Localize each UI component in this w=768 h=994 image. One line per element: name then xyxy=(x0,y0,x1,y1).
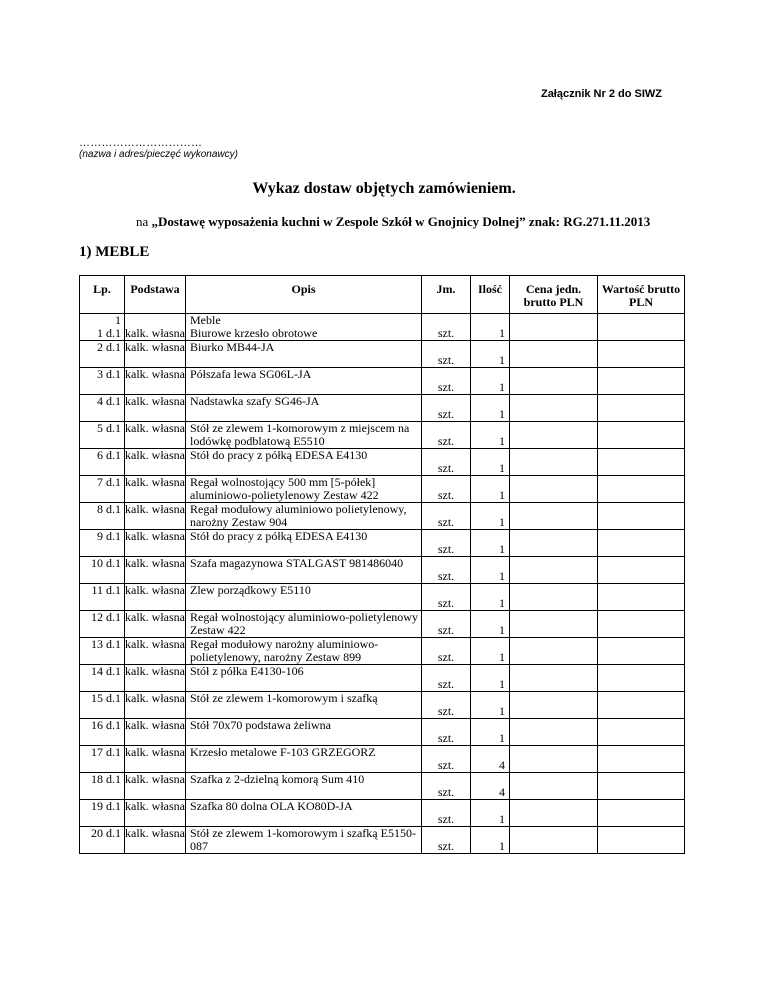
row-wartosc-input[interactable] xyxy=(598,557,685,584)
subtitle-subject: „Dostawę wyposażenia kuchni w Zespole Szkół w Gnojnicy Dolnej” znak: RG.271.11.2013 xyxy=(151,214,651,229)
row-podstawa xyxy=(125,314,186,341)
row-podstawa: kalk. własna xyxy=(125,341,186,368)
row-podstawa: kalk. własna xyxy=(125,530,186,557)
row-podstawa: kalk. własna xyxy=(125,584,186,611)
row-ilosc: 1 xyxy=(471,530,510,557)
row-cena-input[interactable] xyxy=(510,368,598,395)
row-wartosc-input[interactable] xyxy=(598,800,685,827)
row-wartosc-input[interactable] xyxy=(598,638,685,665)
row-podstawa-text: kalk. własna xyxy=(125,326,185,340)
row-jm: szt. xyxy=(422,719,471,746)
signature-dots: …………………………… xyxy=(79,137,203,149)
table-row xyxy=(80,611,685,638)
row-cena-input[interactable] xyxy=(510,395,598,422)
row-opis: Nadstawka szafy SG46-JA xyxy=(186,395,422,422)
row-opis: Biurowe krzesło obrotowe xyxy=(190,326,318,340)
row-cena-input[interactable] xyxy=(510,773,598,800)
subtitle-prefix: na xyxy=(136,214,152,229)
row-opis: Szafka 80 dolna OLA KO80D-JA xyxy=(186,800,422,827)
table-row xyxy=(80,692,685,719)
row-podstawa: kalk. własna xyxy=(125,638,186,665)
row-wartosc-input[interactable] xyxy=(598,314,685,341)
row-lp: 2 d.1 xyxy=(80,341,125,368)
row-cena-input[interactable] xyxy=(510,449,598,476)
row-opis: Szafka z 2-dzielną komorą Sum 410 xyxy=(186,773,422,800)
header-jm: Jm. xyxy=(422,276,471,314)
row-podstawa: kalk. własna xyxy=(125,557,186,584)
header-ilosc: Ilość xyxy=(471,276,510,314)
row-ilosc: 1 xyxy=(471,449,510,476)
row-opis: Stół ze zlewem 1-komorowym z miejscem na lodówkę podblatową E5510 xyxy=(186,422,422,449)
row-cena-input[interactable] xyxy=(510,503,598,530)
row-cena-input[interactable] xyxy=(510,827,598,854)
row-ilosc: 1 xyxy=(471,503,510,530)
row-podstawa: kalk. własna xyxy=(125,719,186,746)
row-lp: 3 d.1 xyxy=(80,368,125,395)
table-row xyxy=(80,530,685,557)
row-cena-input[interactable] xyxy=(510,530,598,557)
row-ilosc: 1 xyxy=(471,584,510,611)
row-jm: szt. xyxy=(422,638,471,665)
row-cena-input[interactable] xyxy=(510,422,598,449)
row-cena-input[interactable] xyxy=(510,476,598,503)
row-jm: szt. xyxy=(422,584,471,611)
section-heading: 1) MEBLE xyxy=(79,244,150,260)
table-row xyxy=(80,665,685,692)
row-podstawa: kalk. własna xyxy=(125,692,186,719)
row-lp: 15 d.1 xyxy=(80,692,125,719)
row-podstawa: kalk. własna xyxy=(125,746,186,773)
row-opis: Krzesło metalowe F-103 GRZEGORZ xyxy=(186,746,422,773)
row-jm: szt. xyxy=(422,422,471,449)
row-lp: 12 d.1 xyxy=(80,611,125,638)
row-jm: szt. xyxy=(422,368,471,395)
document-title: Wykaz dostaw objętych zamówieniem. xyxy=(252,180,516,197)
row-lp: 10 d.1 xyxy=(80,557,125,584)
row-opis: Półszafa lewa SG06L-JA xyxy=(186,368,422,395)
row-lp: 14 d.1 xyxy=(80,665,125,692)
row-podstawa: kalk. własna xyxy=(125,800,186,827)
group-lp xyxy=(80,314,125,341)
header-opis: Opis xyxy=(186,276,422,314)
row-jm: szt. xyxy=(422,476,471,503)
row-wartosc-input[interactable] xyxy=(598,665,685,692)
header-podstawa: Podstawa xyxy=(125,276,186,314)
table-row xyxy=(80,395,685,422)
table-row xyxy=(80,800,685,827)
row-opis: Regał wolnostojący 500 mm [5-półek] aluminiowo-polietylenowy Zestaw 422 xyxy=(186,476,422,503)
row-cena-input[interactable] xyxy=(510,314,598,341)
row-ilosc: 1 xyxy=(471,800,510,827)
row-ilosc: 1 xyxy=(471,422,510,449)
row-cena-input[interactable] xyxy=(510,341,598,368)
row-opis: Stół do pracy z półką EDESA E4130 xyxy=(186,530,422,557)
row-wartosc-input[interactable] xyxy=(598,368,685,395)
row-jm: szt. xyxy=(422,557,471,584)
row-wartosc-input[interactable] xyxy=(598,773,685,800)
row-ilosc: 1 xyxy=(471,719,510,746)
items-table xyxy=(79,275,685,854)
table-row xyxy=(80,638,685,665)
table-row xyxy=(80,422,685,449)
row-cena-input[interactable] xyxy=(510,800,598,827)
row-cena-input[interactable] xyxy=(510,665,598,692)
group-opis xyxy=(186,314,422,341)
row-podstawa: kalk. własna xyxy=(125,503,186,530)
row-podstawa: kalk. własna xyxy=(125,422,186,449)
row-jm: szt. xyxy=(422,692,471,719)
attachment-label: Załącznik Nr 2 do SIWZ xyxy=(540,88,662,100)
row-lp: 9 d.1 xyxy=(80,530,125,557)
row-ilosc: 1 xyxy=(471,476,510,503)
row-ilosc: 1 xyxy=(471,611,510,638)
row-lp: 13 d.1 xyxy=(80,638,125,665)
row-podstawa: kalk. własna xyxy=(125,476,186,503)
row-wartosc-input[interactable] xyxy=(598,395,685,422)
header-wartosc: Wartość brutto PLN xyxy=(598,276,685,314)
row-opis: Szafa magazynowa STALGAST 981486040 xyxy=(186,557,422,584)
row-cena-input[interactable] xyxy=(510,557,598,584)
row-jm: szt. xyxy=(422,530,471,557)
row-lp: 5 d.1 xyxy=(80,422,125,449)
table-row xyxy=(80,341,685,368)
row-ilosc: 1 xyxy=(471,692,510,719)
row-cena-input[interactable] xyxy=(510,584,598,611)
row-lp: 11 d.1 xyxy=(80,584,125,611)
row-cena-input[interactable] xyxy=(510,638,598,665)
table-row xyxy=(80,503,685,530)
row-cena-input[interactable] xyxy=(510,611,598,638)
row-lp: 7 d.1 xyxy=(80,476,125,503)
group-lp-number: 1 xyxy=(115,313,121,327)
row-ilosc: 1 xyxy=(471,368,510,395)
row-cena-input[interactable] xyxy=(510,719,598,746)
row-ilosc: 1 xyxy=(471,395,510,422)
header-lp: Lp. xyxy=(80,276,125,314)
row-ilosc: 1 xyxy=(471,314,510,341)
row-jm: szt. xyxy=(422,314,471,341)
header-cena: Cena jedn. brutto PLN xyxy=(510,276,598,314)
row-jm: szt. xyxy=(422,800,471,827)
row-jm: szt. xyxy=(422,611,471,638)
row-wartosc-input[interactable] xyxy=(598,341,685,368)
table-row xyxy=(80,746,685,773)
row-podstawa: kalk. własna xyxy=(125,368,186,395)
row-wartosc-input[interactable] xyxy=(598,719,685,746)
row-jm: szt. xyxy=(422,395,471,422)
row-wartosc-input[interactable] xyxy=(598,530,685,557)
row-opis: Regał modułowy aluminiowo polietylenowy, narożny Zestaw 904 xyxy=(186,503,422,530)
row-wartosc-input[interactable] xyxy=(598,503,685,530)
row-wartosc-input[interactable] xyxy=(598,476,685,503)
table-header-row xyxy=(80,276,685,314)
row-opis: Stół ze zlewem 1-komorowym i szafką E5150-087 xyxy=(186,827,422,854)
row-wartosc-input[interactable] xyxy=(598,449,685,476)
row-jm: szt. xyxy=(422,827,471,854)
row-wartosc-input[interactable] xyxy=(598,746,685,773)
table-row xyxy=(80,584,685,611)
row-opis: Stół ze zlewem 1-komorowym i szafką xyxy=(186,692,422,719)
row-ilosc: 4 xyxy=(471,773,510,800)
row-lp: 16 d.1 xyxy=(80,719,125,746)
row-lp: 20 d.1 xyxy=(80,827,125,854)
row-wartosc-input[interactable] xyxy=(598,422,685,449)
row-lp: 4 d.1 xyxy=(80,395,125,422)
row-cena-input[interactable] xyxy=(510,746,598,773)
row-podstawa: kalk. własna xyxy=(125,449,186,476)
row-ilosc: 1 xyxy=(471,557,510,584)
row-opis: Biurko MB44-JA xyxy=(186,341,422,368)
row-podstawa: kalk. własna xyxy=(125,395,186,422)
row-lp: 19 d.1 xyxy=(80,800,125,827)
row-wartosc-input[interactable] xyxy=(598,692,685,719)
row-opis: Stół do pracy z półką EDESA E4130 xyxy=(186,449,422,476)
group-opis-label: Meble xyxy=(190,313,221,327)
row-ilosc: 1 xyxy=(471,665,510,692)
row-lp: 8 d.1 xyxy=(80,503,125,530)
row-opis: Zlew porządkowy E5110 xyxy=(186,584,422,611)
row-wartosc-input[interactable] xyxy=(598,584,685,611)
row-lp: 1 d.1 xyxy=(97,326,121,340)
row-podstawa: kalk. własna xyxy=(125,827,186,854)
row-jm: szt. xyxy=(422,773,471,800)
document-subtitle xyxy=(136,214,650,230)
row-jm: szt. xyxy=(422,341,471,368)
row-podstawa: kalk. własna xyxy=(125,665,186,692)
row-podstawa: kalk. własna xyxy=(125,773,186,800)
table-row xyxy=(80,719,685,746)
table-row xyxy=(80,827,685,854)
row-opis: Stół z półka E4130-106 xyxy=(186,665,422,692)
row-ilosc: 1 xyxy=(471,827,510,854)
table-row xyxy=(80,476,685,503)
group-row xyxy=(80,314,685,341)
row-ilosc: 1 xyxy=(471,638,510,665)
table-row xyxy=(80,773,685,800)
row-ilosc: 1 xyxy=(471,341,510,368)
row-opis: Regał modułowy narożny aluminiowo-polietylenowy, narożny Zestaw 899 xyxy=(186,638,422,665)
row-jm: szt. xyxy=(422,746,471,773)
table-row xyxy=(80,368,685,395)
row-jm: szt. xyxy=(422,449,471,476)
row-opis: Stół 70x70 podstawa żeliwna xyxy=(186,719,422,746)
row-opis: Regał wolnostojący aluminiowo-polietylenowy Zestaw 422 xyxy=(186,611,422,638)
row-lp: 6 d.1 xyxy=(80,449,125,476)
row-jm: szt. xyxy=(422,503,471,530)
row-cena-input[interactable] xyxy=(510,692,598,719)
row-wartosc-input[interactable] xyxy=(598,827,685,854)
row-podstawa: kalk. własna xyxy=(125,611,186,638)
table-row xyxy=(80,449,685,476)
row-lp: 17 d.1 xyxy=(80,746,125,773)
row-wartosc-input[interactable] xyxy=(598,611,685,638)
contractor-caption: (nazwa i adres/pieczęć wykonawcy) xyxy=(79,149,238,160)
table-row xyxy=(80,557,685,584)
row-jm: szt. xyxy=(422,665,471,692)
row-ilosc: 4 xyxy=(471,746,510,773)
row-lp: 18 d.1 xyxy=(80,773,125,800)
